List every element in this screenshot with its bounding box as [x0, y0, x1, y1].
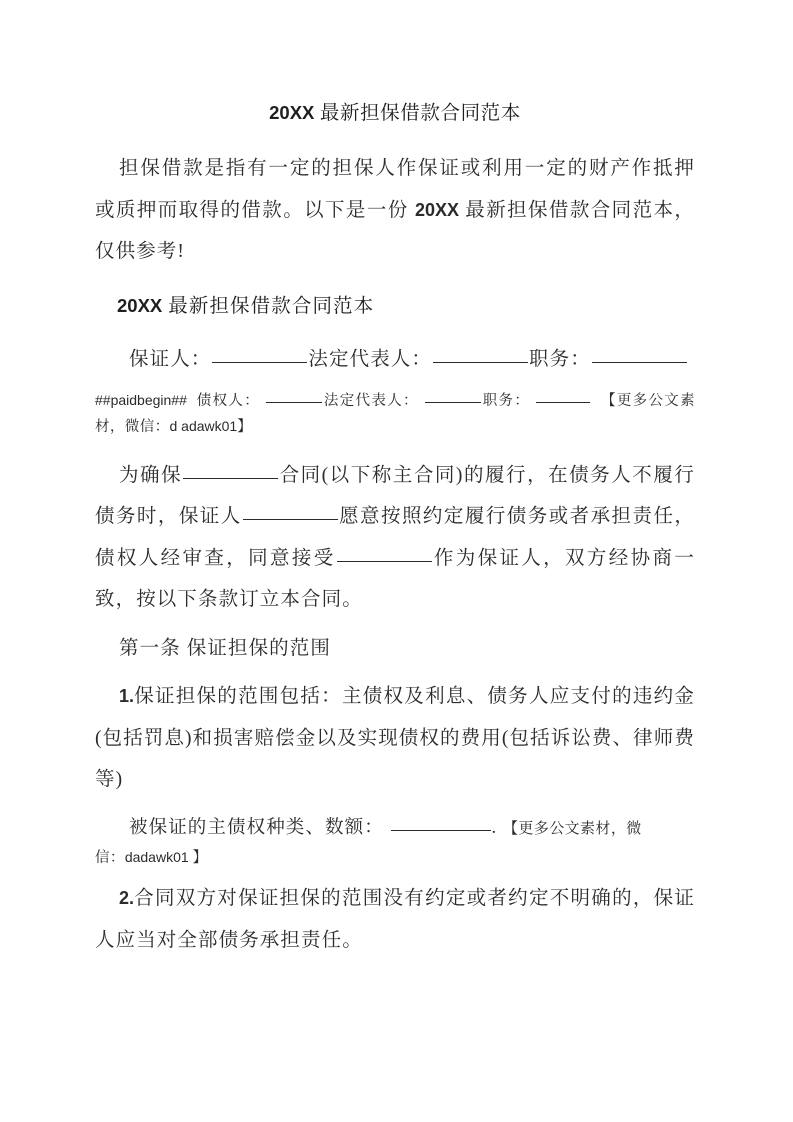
spacer	[95, 327, 695, 339]
creditor-label: 债权人：	[196, 392, 261, 409]
document-body	[95, 98, 695, 961]
wechat-id-2: dadawk01	[124, 849, 189, 865]
spacer	[95, 621, 695, 628]
clause-1	[95, 676, 695, 801]
note-legal-rep-blank[interactable]	[425, 390, 481, 403]
spacer	[95, 871, 695, 878]
contract-heading-year: 20XX	[117, 294, 163, 316]
promo2-open: 【更多公文素材，微	[503, 820, 642, 837]
guarantor-name-blank[interactable]	[243, 504, 338, 520]
accepted-guarantor-blank[interactable]	[337, 545, 432, 561]
intro-part-c: 最新担保借款合同范本，仅供参考!	[95, 199, 695, 262]
main-contract-blank[interactable]	[183, 462, 278, 478]
clause-1-number: 1.	[119, 686, 135, 706]
creditor-blank[interactable]	[266, 390, 322, 403]
preamble-part-d: 作为保证人，双方经协商一致，按以下条款订立本合同。	[95, 547, 695, 610]
scope-suffix: .	[491, 817, 498, 838]
clause-2-number: 2.	[119, 888, 135, 908]
scope-blank[interactable]	[391, 815, 491, 830]
paid-marker-note	[95, 388, 695, 440]
guarantor-blank[interactable]	[212, 347, 307, 363]
intro-part-a: 担保借款是指有一定的担保人作保证或利用一定的财产作抵押或质押而取得的借款。以下是一份	[95, 158, 695, 221]
position-blank[interactable]	[592, 347, 687, 363]
spacer	[95, 801, 695, 808]
clause-2-text: 合同双方对保证担保的范围没有约定或者约定不明确的，保证人应当对全部债务承担责任。	[95, 888, 695, 951]
guarantor-label: 保证人：	[129, 349, 212, 370]
paid-begin-tag: ##paidbegin##	[95, 391, 187, 408]
guarantor-fields-line	[95, 339, 695, 381]
spacer	[95, 141, 695, 148]
preamble-part-c: 愿意按照约定履行债务或者承担责任，债权人经审查，同意接受	[95, 506, 696, 569]
spacer	[95, 669, 695, 676]
spacer	[95, 440, 695, 455]
page-title-year: 20XX	[269, 102, 315, 123]
spacer	[95, 273, 695, 285]
intro-year: 20XX	[414, 199, 459, 220]
legal-rep-label: 法定代表人：	[308, 349, 433, 370]
preamble-part-b: 合同(以下称主合同)的履行，在债务人不履行债务时，保证人	[95, 464, 695, 527]
promo2-prefix: 信：	[95, 850, 125, 866]
wechat-id: d adawk01	[169, 417, 238, 434]
page-title	[95, 98, 695, 129]
intro-paragraph	[95, 148, 695, 273]
principal-claim-line	[95, 808, 695, 850]
clause-1-text: 保证担保的范围包括：主债权及利息、债务人应支付的违约金(包括罚息)和损害赔偿金以及实现债权的费用(包括诉讼费、律师费等)	[95, 686, 695, 790]
section-one-heading: 第一条 保证担保的范围	[119, 637, 331, 659]
legal-rep-blank[interactable]	[433, 347, 528, 363]
spacer	[95, 381, 695, 388]
contract-heading	[95, 285, 695, 328]
promo-text-close: 】	[237, 418, 253, 435]
scope-label: 被保证的主债权种类、数额：	[129, 817, 384, 838]
preamble-paragraph	[95, 455, 695, 621]
clause-2	[95, 878, 695, 961]
note-position-blank[interactable]	[536, 390, 590, 403]
page-title-text: 最新担保借款合同范本	[314, 103, 521, 124]
contract-heading-text: 最新担保借款合同范本	[162, 295, 375, 317]
promo2-close: 】	[192, 850, 208, 866]
note-legal-rep-label: 法定代表人：	[323, 392, 419, 409]
note-position-label: 职务：	[481, 392, 531, 409]
promo-text-open: 【更多公文素材，微信：	[95, 392, 695, 435]
position-label: 职务：	[529, 349, 591, 370]
preamble-part-a: 为确保	[119, 464, 183, 486]
